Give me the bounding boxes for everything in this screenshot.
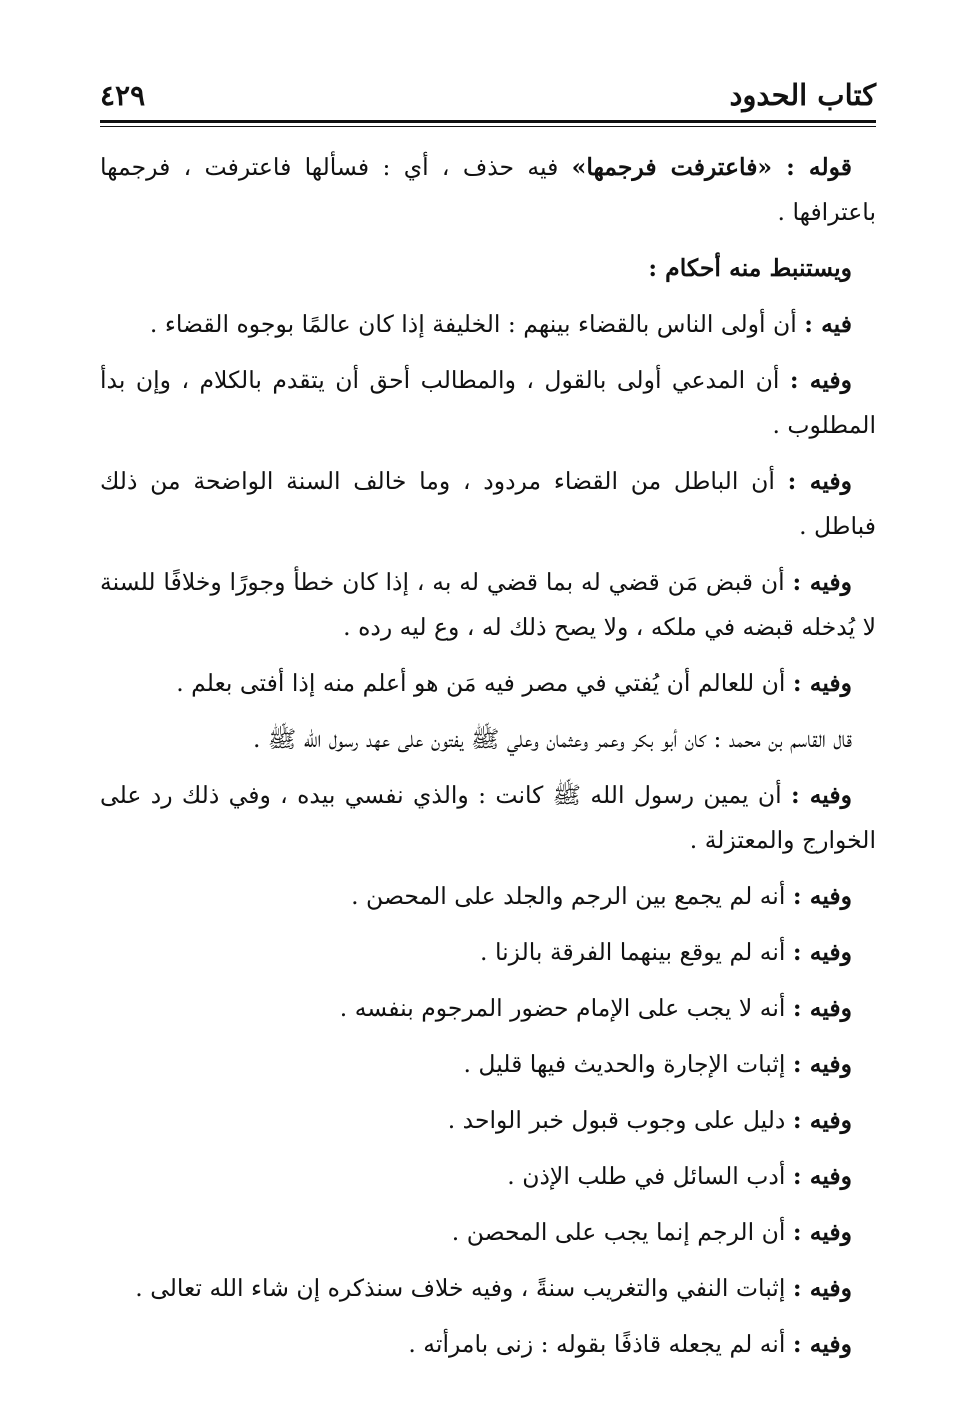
paragraph <box>100 986 876 1031</box>
paragraph-lead: فيه : <box>804 310 852 338</box>
paragraph-text: أدب السائل في طلب الإذن . <box>507 1162 793 1190</box>
paragraph <box>100 1098 876 1143</box>
paragraph-text: أن الباطل من القضاء مردود ، وما خالف السنة الواضحة من ذلك فباطل . <box>100 467 876 540</box>
paragraph <box>100 930 876 975</box>
paragraph-lead: قوله : «فاعترفت فرجمها» <box>571 153 852 181</box>
page-number: ٤٢٩ <box>100 79 146 112</box>
paragraph <box>100 302 876 347</box>
paragraph-text: دليل على وجوب قبول خبر الواحد . <box>447 1106 793 1134</box>
paragraph-lead: وفيه : <box>787 467 852 495</box>
paragraph-lead: وفيه : <box>792 1050 852 1078</box>
paragraph <box>100 874 876 919</box>
paragraph-text: أن أولى الناس بالقضاء بينهم : الخليفة إذا كان عالمًا بوجوه القضاء . <box>149 310 805 338</box>
paragraph-text: أن للعالم أن يُفتي في مصر فيه مَن هو أعلم منه إذا أفتى بعلم . <box>176 669 793 697</box>
paragraph-lead: وفيه : <box>792 1274 852 1302</box>
paragraph-text: إثبات النفي والتغريب سنةً ، وفيه خلاف سنذكره إن شاء الله تعالى . <box>135 1274 793 1302</box>
section-heading: ويستنبط منه أحكام : <box>648 254 852 282</box>
paragraph <box>100 1322 876 1367</box>
paragraph-text: أن قبض مَن قضي له بما قضي له به ، إذا كان خطأ وجورًا وخلافًا للسنة لا يُدخله قبضه في ملكه ، ولا يصح ذلك له ، وع ليه رده . <box>100 568 876 641</box>
paragraph <box>100 1266 876 1311</box>
paragraph-text: أن يمين رسول الله ﷺ كانت : والذي نفسي بيده ، وفي ذلك رد على الخوارج والمعتزلة . <box>100 781 876 854</box>
paragraph <box>100 1154 876 1199</box>
paragraph <box>100 717 876 762</box>
paragraph-text: فيه حذف ، أي : فسألها فاعترفت ، فرجمها باعترافها . <box>100 153 876 226</box>
paragraph-text: أنه لم يجمع بين الرجم والجلد على المحصن . <box>351 882 793 910</box>
page-body <box>100 145 876 1367</box>
paragraph <box>100 661 876 706</box>
paragraph <box>100 773 876 863</box>
paragraph-lead: وفيه : <box>792 568 852 596</box>
paragraph <box>100 1210 876 1255</box>
paragraph-lead: وفيه : <box>792 938 852 966</box>
paragraph-lead: وفيه : <box>789 366 852 394</box>
header-rule <box>100 120 876 127</box>
paragraph-text: إثبات الإجارة والحديث فيها قليل . <box>463 1050 793 1078</box>
paragraph-lead: وفيه : <box>792 1330 852 1358</box>
paragraph-text: قال القاسم بن محمد : كان أبو بكر وعمر وعثمان وعلي ﷺ يفتون على عهد رسول الله ﷺ . <box>252 725 852 753</box>
chapter-title: كتاب الحدود <box>729 78 876 112</box>
paragraph <box>100 246 876 291</box>
paragraph <box>100 358 876 448</box>
paragraph-lead: وفيه : <box>790 781 852 809</box>
paragraph-text: أن الرجم إنما يجب على المحصن . <box>451 1218 793 1246</box>
paragraph-lead: وفيه : <box>792 669 852 697</box>
paragraph-lead: وفيه : <box>792 1162 852 1190</box>
paragraph-lead: وفيه : <box>792 1218 852 1246</box>
paragraph-lead: وفيه : <box>792 994 852 1022</box>
paragraph <box>100 459 876 549</box>
paragraph-text: أنه لا يجب على الإمام حضور المرجوم بنفسه . <box>339 994 793 1022</box>
paragraph <box>100 145 876 235</box>
page-header <box>100 62 876 110</box>
paragraph-lead: وفيه : <box>792 1106 852 1134</box>
paragraph-text: أن المدعي أولى بالقول ، والمطالب أحق أن يتقدم بالكلام ، وإن بدأ المطلوب . <box>100 366 876 439</box>
paragraph-text: أنه لم يجعله قاذفًا بقوله : زنى بامرأته . <box>408 1330 793 1358</box>
book-page <box>100 62 876 1378</box>
paragraph <box>100 1042 876 1087</box>
paragraph-text: أنه لم يوقع بينهما الفرقة بالزنا . <box>480 938 793 966</box>
paragraph <box>100 560 876 650</box>
paragraph-lead: وفيه : <box>792 882 852 910</box>
